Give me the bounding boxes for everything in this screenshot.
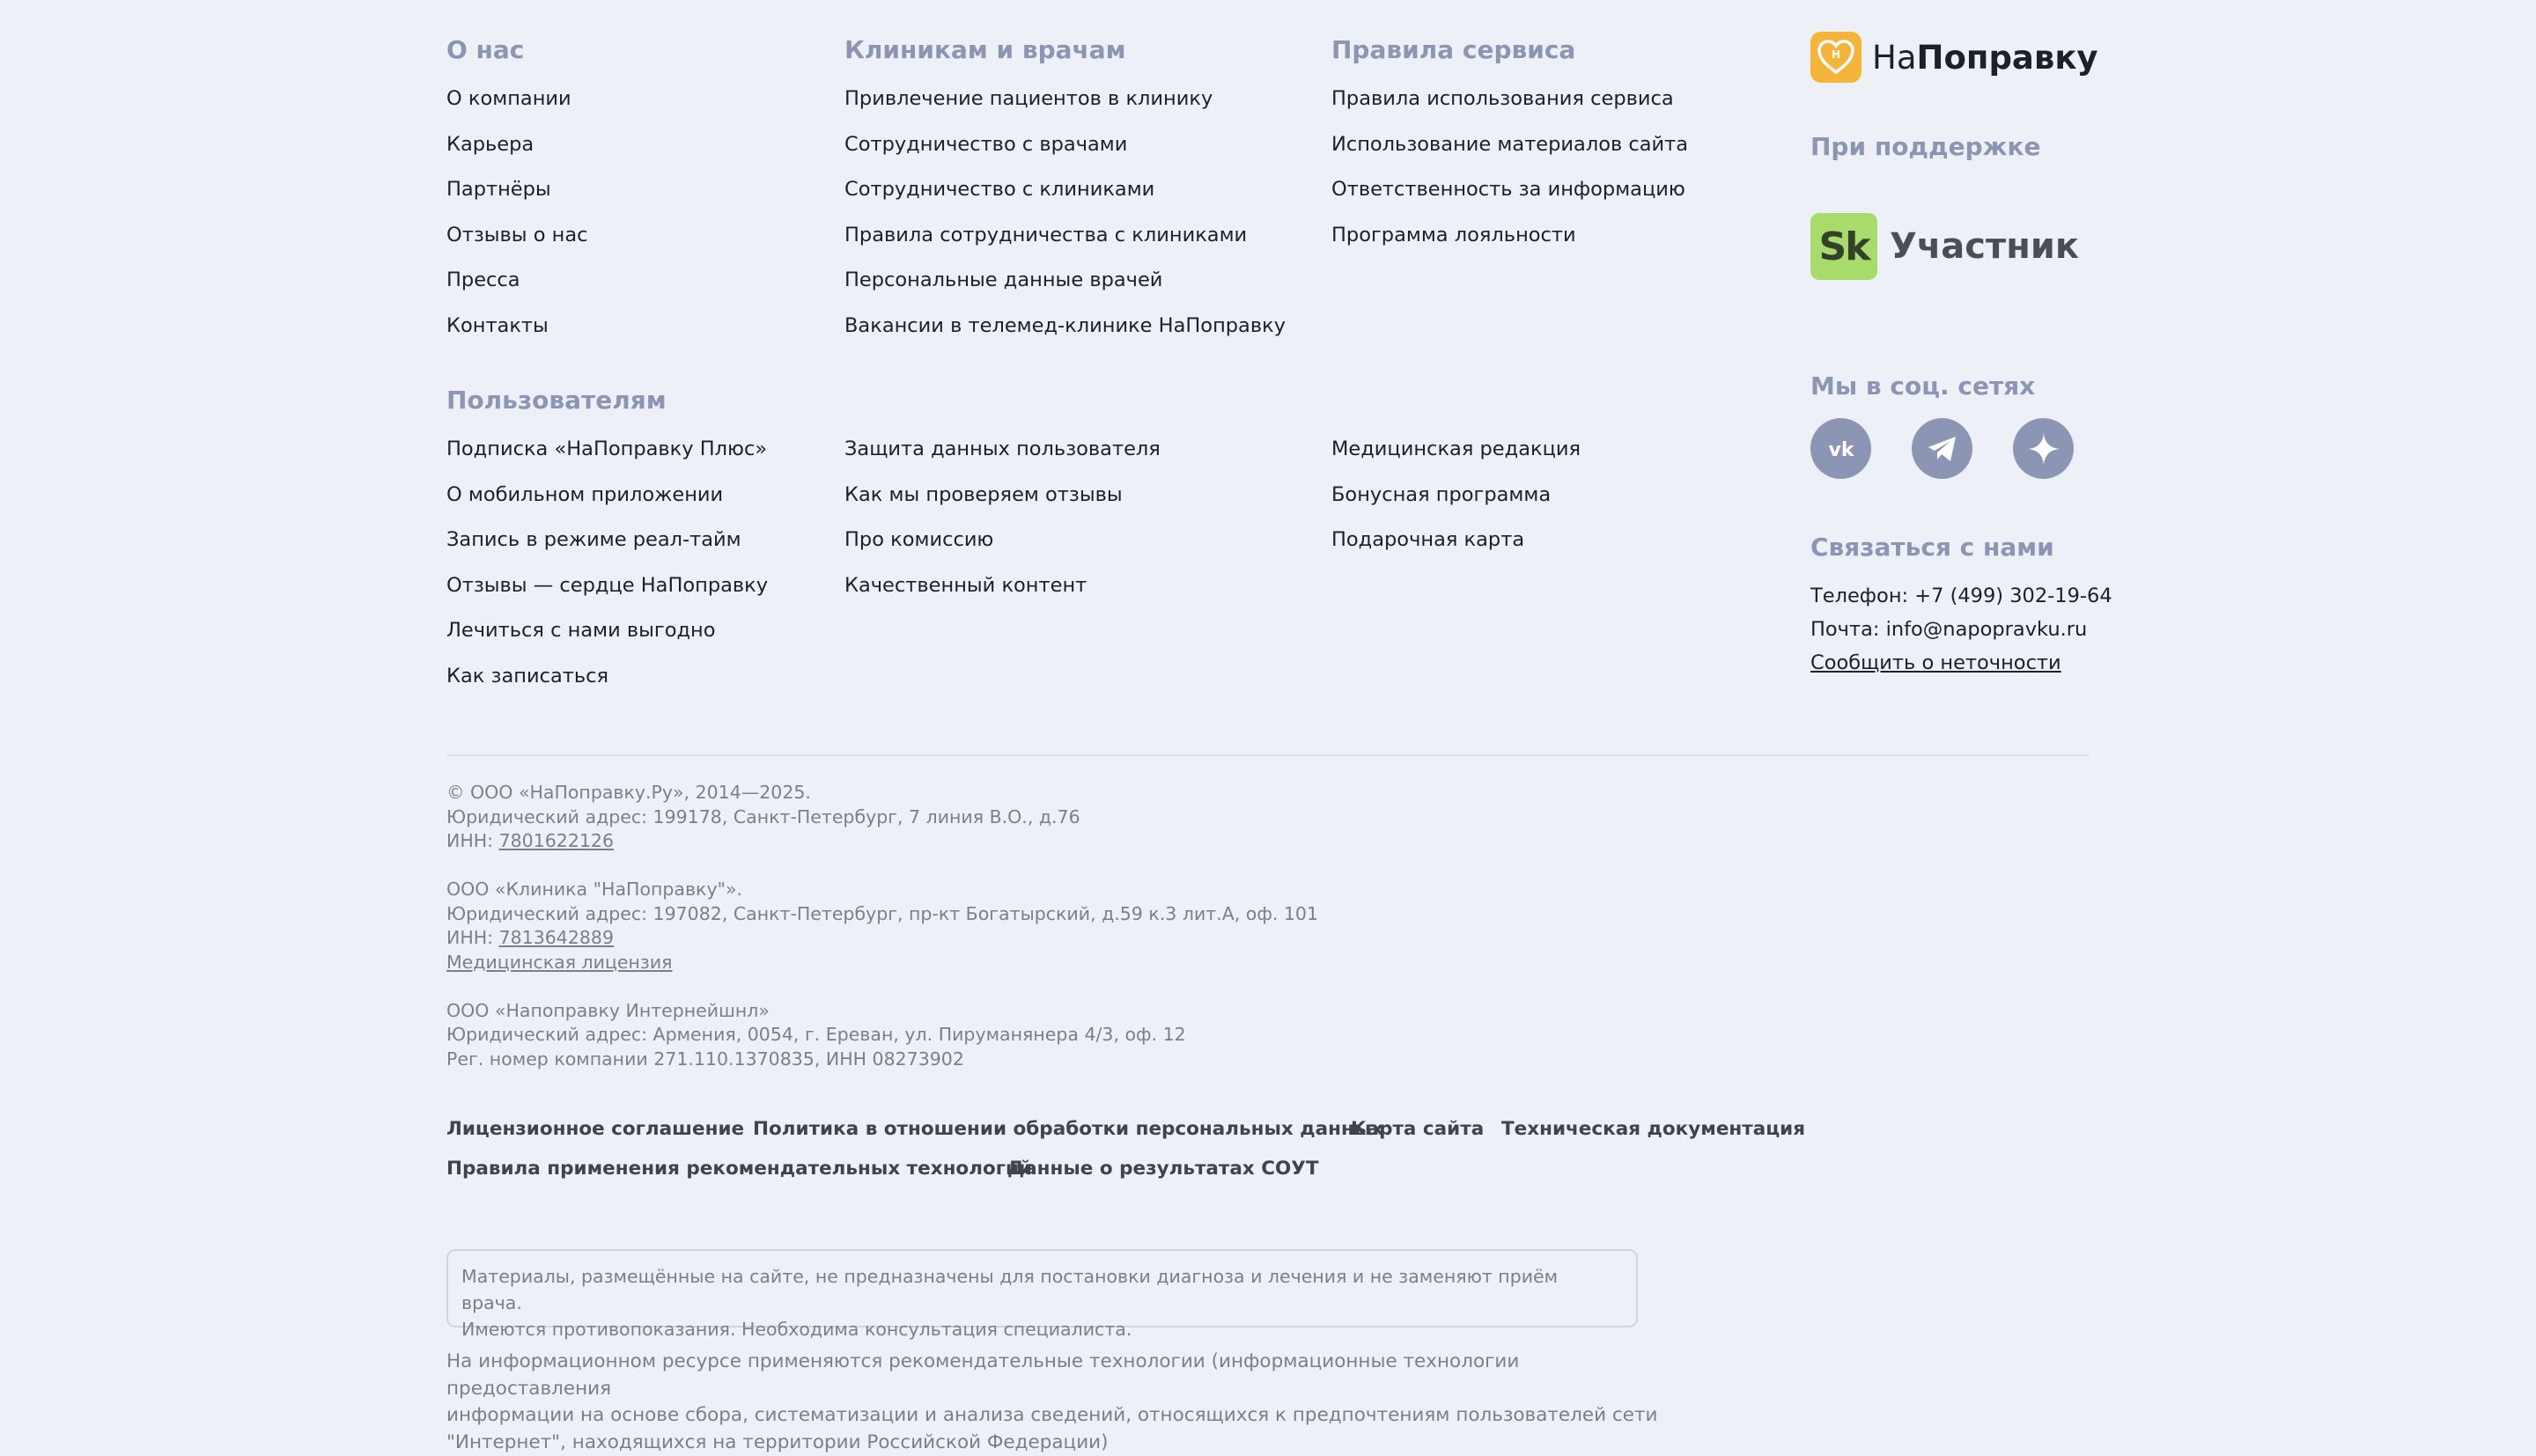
link-contacts[interactable]: Контакты	[446, 313, 588, 359]
footer-divider	[446, 754, 2090, 756]
link-quality-content[interactable]: Качественный контент	[844, 573, 1161, 619]
link-gift-card[interactable]: Подарочная карта	[1331, 527, 1581, 573]
link-tech-docs[interactable]: Техническая документация	[1501, 1118, 1805, 1140]
section-title-rules: Правила сервиса	[1331, 35, 1575, 64]
recommendation-line-3: "Интернет", находящихся на территории Российской Федерации)	[446, 1430, 1679, 1456]
link-telemed-vacancies[interactable]: Вакансии в телемед-клинике НаПоправку	[844, 313, 1286, 359]
link-recommendation-rules[interactable]: Правила применения рекомендательных технологий	[446, 1158, 1032, 1180]
company2-inn-link[interactable]: 7813642889	[499, 927, 614, 948]
social-title: Мы в соц. сетях	[1810, 371, 2035, 401]
company2-address: Юридический адрес: 197082, Санкт-Петербург, пр-кт Богатырский, д.59 к.3 лит.А, оф. 101	[446, 902, 1318, 927]
social-icons	[1810, 418, 2074, 479]
users-links-col2	[844, 437, 1161, 618]
brand-logo[interactable]	[1810, 32, 2098, 83]
users-links-col3	[1331, 437, 1581, 573]
rules-links	[1331, 86, 1688, 268]
vk-icon[interactable]	[1810, 418, 1871, 479]
link-how-to-book[interactable]: Как записаться	[446, 664, 768, 710]
link-service-rules[interactable]: Правила использования сервиса	[1331, 86, 1688, 132]
section-title-clinics: Клиникам и врачам	[844, 35, 1126, 64]
link-loyalty-program[interactable]: Программа лояльности	[1331, 223, 1688, 268]
link-review-check[interactable]: Как мы проверяем отзывы	[844, 482, 1161, 528]
brand-logo-text	[1872, 39, 2098, 77]
recommendation-line-2: информации на основе сбора, систематизации и анализа сведений, относящихся к предпочтениям пользователей сети	[446, 1402, 1679, 1430]
recommendation-line-1: На информационном ресурсе применяются рекомендательные технологии (информационные технологии предоставления	[446, 1349, 1679, 1402]
brand-logo-bold: Поправку	[1917, 39, 2098, 77]
legal-info	[446, 781, 1318, 1071]
contact-email[interactable]: Почта: info@napopravku.ru	[1810, 613, 2112, 646]
skolkovo-logo-icon: Sk	[1810, 213, 1877, 280]
link-attract-patients[interactable]: Привлечение пациентов в клинику	[844, 86, 1286, 132]
company1-inn-link[interactable]: 7801622126	[499, 830, 614, 851]
contact-phone[interactable]: Телефон: +7 (499) 302-19-64	[1810, 579, 2112, 613]
company3-registration: Рег. номер компании 271.110.1370835, ИНН 08273902	[446, 1048, 1318, 1072]
link-materials-use[interactable]: Использование материалов сайта	[1331, 132, 1688, 178]
medical-disclaimer	[446, 1249, 1638, 1327]
link-about-company[interactable]: О компании	[446, 86, 588, 132]
report-inaccuracy-link[interactable]: Сообщить о неточности	[1810, 651, 2061, 674]
link-cooperation-doctors[interactable]: Сотрудничество с врачами	[844, 132, 1286, 178]
link-press[interactable]: Пресса	[446, 268, 588, 313]
users-links-col1	[446, 437, 768, 709]
disclaimer-line-2: Имеются противопоказания. Необходима консультация специалиста.	[461, 1316, 1623, 1342]
medical-license-link[interactable]: Медицинская лицензия	[446, 951, 1318, 975]
skolkovo-badge	[1810, 213, 2079, 280]
link-partners[interactable]: Партнёры	[446, 177, 588, 223]
link-reviews-heart[interactable]: Отзывы — сердце НаПоправку	[446, 573, 768, 619]
heart-logo-icon	[1810, 32, 1861, 83]
link-doctor-personal-data[interactable]: Персональные данные врачей	[844, 268, 1286, 313]
link-data-protection[interactable]: Защита данных пользователя	[844, 437, 1161, 482]
link-medical-editorial[interactable]: Медицинская редакция	[1331, 437, 1581, 482]
link-privacy-policy[interactable]: Политика в отношении обработки персональных данных	[753, 1118, 1383, 1140]
link-bonus-program[interactable]: Бонусная программа	[1331, 482, 1581, 528]
link-realtime-booking[interactable]: Запись в режиме реал-тайм	[446, 527, 768, 573]
telegram-icon[interactable]	[1912, 418, 1972, 479]
disclaimer-line-1: Материалы, размещённые на сайте, не предназначены для постановки диагноза и лечения и не заменяют приём врача.	[461, 1263, 1623, 1316]
section-title-users: Пользователям	[446, 386, 667, 415]
link-commission[interactable]: Про комиссию	[844, 527, 1161, 573]
link-plus-subscription[interactable]: Подписка «НаПоправку Плюс»	[446, 437, 768, 482]
skolkovo-label: Участник	[1890, 226, 2079, 267]
company3-address: Юридический адрес: Армения, 0054, г. Ереван, ул. Пируманянера 4/3, оф. 12	[446, 1023, 1318, 1048]
link-cooperation-clinics[interactable]: Сотрудничество с клиниками	[844, 177, 1286, 223]
company1-inn-row	[446, 829, 1318, 854]
section-title-about: О нас	[446, 35, 524, 64]
clinics-links	[844, 86, 1286, 358]
company1-copyright: © ООО «НаПоправку.Ру», 2014—2025.	[446, 781, 1318, 805]
company2-inn-label: ИНН:	[446, 927, 499, 948]
link-profitable-treatment[interactable]: Лечиться с нами выгодно	[446, 618, 768, 664]
support-title: При поддержке	[1810, 132, 2041, 161]
contact-block	[1810, 579, 2112, 680]
link-reviews-about-us[interactable]: Отзывы о нас	[446, 223, 588, 268]
link-license-agreement[interactable]: Лицензионное соглашение	[446, 1118, 744, 1140]
company3-name: ООО «Напоправку Интернейшнл»	[446, 999, 1318, 1024]
link-sitemap[interactable]: Карта сайта	[1351, 1118, 1484, 1140]
link-responsibility[interactable]: Ответственность за информацию	[1331, 177, 1688, 223]
link-mobile-app[interactable]: О мобильном приложении	[446, 482, 768, 528]
link-sout-data[interactable]: Данные о результатах СОУТ	[1007, 1158, 1319, 1180]
company2-name: ООО «Клиника "НаПоправку"».	[446, 878, 1318, 902]
company1-inn-label: ИНН:	[446, 830, 499, 851]
svg-text:Н: Н	[1832, 48, 1840, 61]
recommendation-notice	[446, 1349, 1679, 1456]
link-clinic-rules[interactable]: Правила сотрудничества с клиниками	[844, 223, 1286, 268]
contact-title: Связаться с нами	[1810, 533, 2054, 562]
company2-inn-row	[446, 926, 1318, 951]
svg-text:vk: vk	[1828, 439, 1854, 460]
brand-logo-prefix: На	[1872, 39, 1917, 77]
dzen-icon[interactable]	[2013, 418, 2074, 479]
link-career[interactable]: Карьера	[446, 132, 588, 178]
company1-address: Юридический адрес: 199178, Санкт-Петербург, 7 линия В.О., д.76	[446, 805, 1318, 830]
about-links	[446, 86, 588, 358]
